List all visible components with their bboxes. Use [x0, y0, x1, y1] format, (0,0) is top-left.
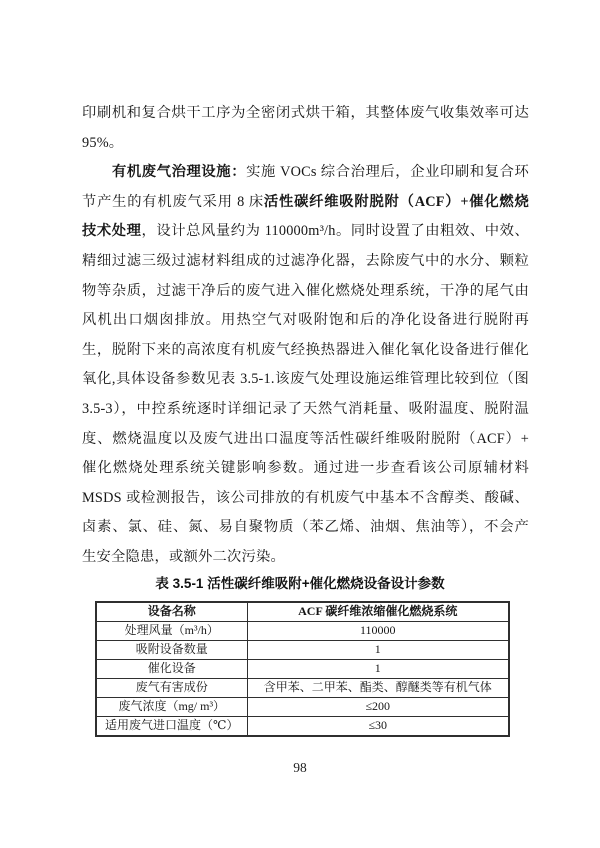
text-run: 卤素、氯、硅、氮、易自聚物质（苯乙烯、油烟、焦油等），不会产 [82, 519, 529, 536]
text-line [82, 336, 529, 366]
table-cell: 110000 [247, 622, 509, 641]
table-row [96, 641, 509, 660]
table-title: 表 3.5-1 活性碳纤维吸附+催化燃烧设备设计参数 [155, 576, 445, 591]
text-line [82, 543, 529, 573]
text-line [82, 425, 529, 455]
bold-text-run: 有机废气治理设施： [112, 164, 247, 181]
text-run: MSDS 或检测报告，该公司排放的有机废气中基本不含醇类、酸碱、 [82, 489, 529, 506]
text-line [82, 277, 529, 307]
table-header-cell: 设备名称 [96, 602, 247, 622]
table-row [96, 717, 509, 737]
table-body [96, 622, 509, 737]
table-cell: 处理风量（m³/h） [96, 622, 247, 641]
table-cell: 1 [247, 660, 509, 679]
table-cell: 含甲苯、二甲苯、酯类、醇醚类等有机气体 [247, 679, 509, 698]
table-row [96, 622, 509, 641]
bold-text-run: 活性碳纤维吸附脱附（ACF）+催化燃烧 [263, 193, 529, 210]
text-run: 度、燃烧温度以及废气进出口温度等活性碳纤维吸附脱附（ACF）+ [82, 430, 529, 447]
table-cell: 吸附设备数量 [96, 641, 247, 660]
table-header-cell: ACF 碳纤维浓缩催化燃烧系统 [247, 602, 509, 622]
table-cell: 催化设备 [96, 660, 247, 679]
table-cell: 废气有害成份 [96, 679, 247, 698]
table-header-row [96, 602, 509, 622]
text-run: 节产生的有机废气采用 8 床 [82, 193, 264, 210]
text-line [82, 513, 529, 543]
table-cell: ≤200 [247, 698, 509, 717]
page-number: 98 [293, 760, 307, 775]
text-line [82, 247, 529, 277]
table-header [96, 602, 509, 622]
table-row [96, 660, 509, 679]
text-run: 催化燃烧处理系统关键影响参数。通过进一步查看该公司原辅材料 [82, 460, 529, 477]
text-line [82, 484, 529, 514]
text-run: 生，脱附下来的高浓度有机废气经换热器进入催化氧化设备进行催化 [82, 341, 529, 358]
text-run: 风机出口烟囱排放。用热空气对吸附饱和后的净化设备进行脱附再 [82, 312, 529, 329]
design-params-table [95, 601, 510, 737]
bold-text-run: 技术处理 [82, 223, 142, 240]
text-line [82, 365, 529, 395]
text-run: 95%。 [82, 134, 124, 151]
table-cell: ≤30 [247, 717, 509, 737]
text-run: 精细过滤三级过滤材料组成的过滤净化器，去除废气中的水分、颗粒 [82, 252, 529, 269]
table-cell: 废气浓度（mg/ m³） [96, 698, 247, 717]
text-line [82, 129, 529, 159]
text-line [82, 306, 529, 336]
text-line [82, 158, 529, 188]
text-line [82, 454, 529, 484]
body-text [82, 99, 529, 573]
text-run: 3.5-3），中控系统逐时详细记录了天然气消耗量、吸附温度、脱附温 [82, 400, 529, 417]
text-run: 印刷机和复合烘干工序为全密闭式烘干箱，其整体废气收集效率可达 [82, 105, 529, 121]
text-line [82, 188, 529, 218]
text-run: 实施 VOCs 综合治理后，企业印刷和复合环 [246, 164, 530, 181]
text-run: ，设计总风量约为 110000m³/h。同时设置了由粗效、中效、 [141, 223, 529, 240]
table-cell: 适用废气进口温度（℃） [96, 717, 247, 737]
text-run: 氧化,具体设备参数见表 3.5-1.该废气处理设施运维管理比较到位（图 [82, 371, 529, 388]
table-row [96, 698, 509, 717]
text-line [82, 217, 529, 247]
text-run: 物等杂质，过滤干净后的废气进入催化燃烧处理系统，干净的尾气由 [82, 282, 529, 299]
text-run: 生安全隐患，或额外二次污染。 [82, 548, 285, 565]
table-row [96, 679, 509, 698]
table-cell: 1 [247, 641, 509, 660]
text-line [82, 395, 529, 425]
text-line [82, 99, 529, 129]
